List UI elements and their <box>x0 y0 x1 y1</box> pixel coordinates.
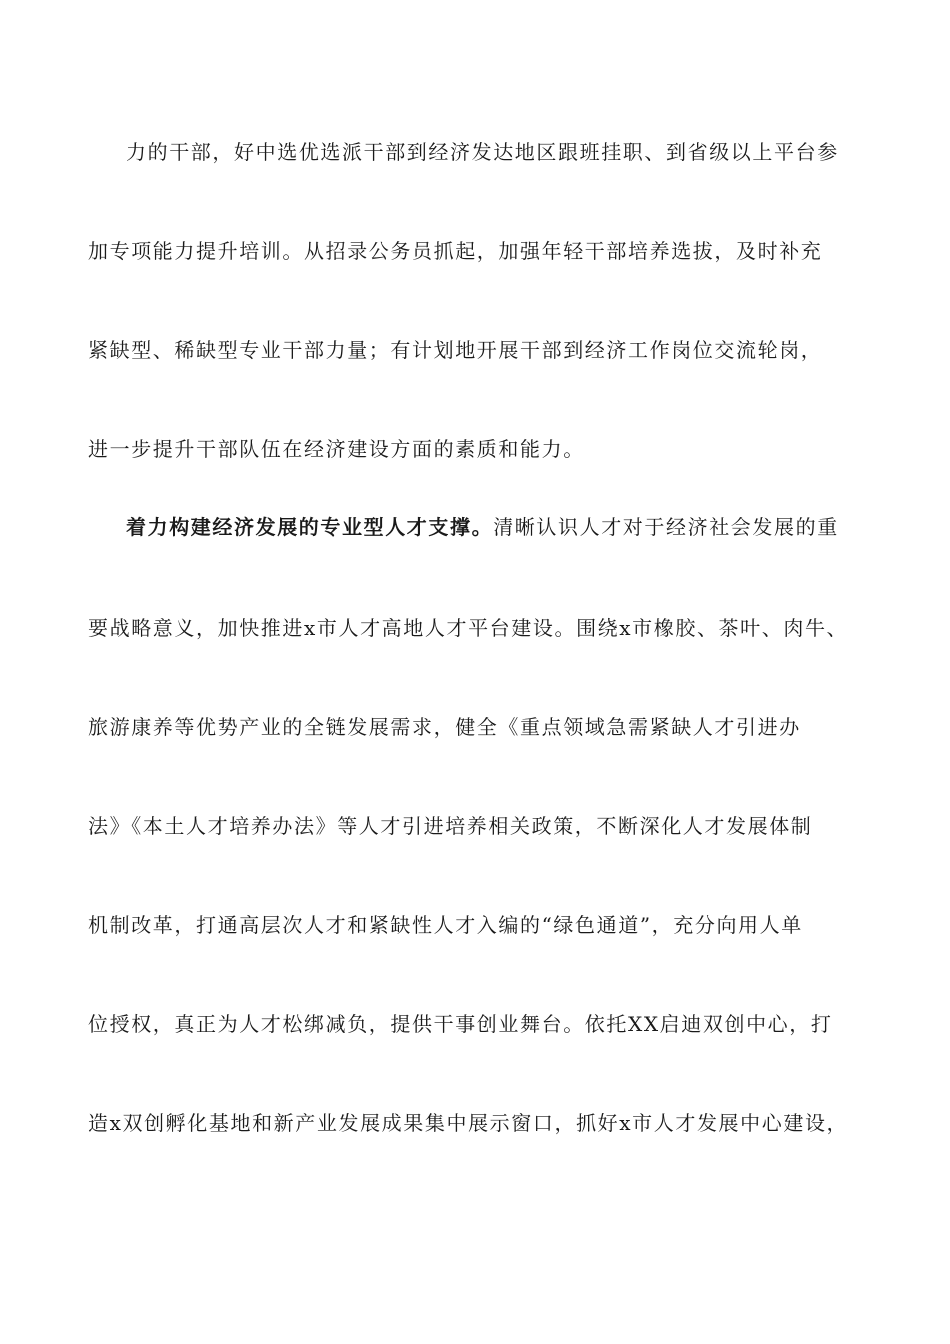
paragraph-1-line-1: 力的干部，好中选优选派干部到经济发达地区跟班挂职、到省级以上平台参 <box>126 140 839 164</box>
paragraph-1-line-4: 进一步提升干部队伍在经济建设方面的素质和能力。 <box>88 437 585 461</box>
paragraph-1-line-2: 加专项能力提升培训。从招录公务员抓起，加强年轻干部培养选拔，及时补充 <box>88 239 823 263</box>
paragraph-2-first-line-rest: 清晰认识人才对于经济社会发展的重 <box>493 515 839 539</box>
paragraph-2-line-4: 法》《本土人才培养办法》等人才引进培养相关政策，不断深化人才发展体制 <box>88 814 813 838</box>
paragraph-2-line-1 <box>126 513 868 541</box>
paragraph-2-heading: 着力构建经济发展的专业型人才支撑。 <box>126 515 494 539</box>
paragraph-2-line-5: 机制改革，打通高层次人才和紧缺性人才入编的“绿色通道”，充分向用人单 <box>88 913 803 937</box>
paragraph-2-line-2: 要战略意义，加快推进x市人才高地人才平台建设。围绕x市橡胶、茶叶、肉牛、 <box>88 616 849 640</box>
paragraph-2-line-6: 位授权，真正为人才松绑减负，提供干事创业舞台。依托XX启迪双创中心，打 <box>88 1012 833 1036</box>
paragraph-2-line-3: 旅游康养等优势产业的全链发展需求，健全《重点领域急需紧缺人才引进办 <box>88 715 801 739</box>
paragraph-2-line-7: 造x双创孵化基地和新产业发展成果集中展示窗口，抓好x市人才发展中心建设， <box>88 1111 849 1135</box>
paragraph-1-line-3: 紧缺型、稀缺型专业干部力量；有计划地开展干部到经济工作岗位交流轮岗， <box>88 338 823 362</box>
